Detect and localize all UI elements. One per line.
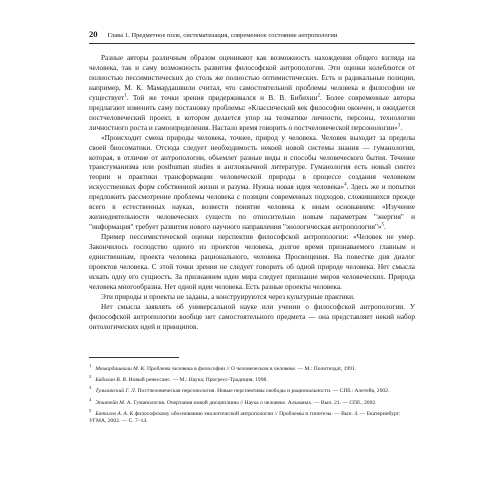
footnote: [89, 407, 415, 426]
footnote-text: А. Гуманология. Очертания новой дисциплины // Наука о человеке. Альманах. — Вып. 21. — СПб., 2002.: [126, 399, 377, 406]
footnote: [89, 373, 415, 384]
body-text: [89, 54, 415, 333]
footnote-number: 5: [89, 407, 92, 413]
paragraph-text: Разные авторы различным образом оценивают как возможность нахождения общего взгляда на человека, так и саму возможность развития философской антропологии. Эти оценки колеблются от полностью пессимистических до столь же полностью оптимистических. Есть и радикальные позиции, например, М. К. Мамардашвили считал, что самостоятельной проблемы человека в философии не существует: [89, 54, 415, 102]
paragraph: [89, 54, 415, 134]
footnotes: [89, 362, 415, 426]
page-number: 20: [89, 29, 98, 39]
footnote-ref[interactable]: 1: [124, 93, 127, 99]
footnote-number: 1: [89, 362, 92, 368]
footnote-rule: [89, 357, 179, 358]
footnote-text: Новый ренессанс. — М.: Наука; Прогресс-Традиция, 1998.: [128, 376, 268, 383]
paragraph-text: «Происходит смена природы человека, точнее, природ у человека. Человек выходит за пределы своей биосоматики. Отсюда следует необходимость некоей новой системы знания — гуманологии, которая, в отличие от антропологии, объемлет разные виды и способы человеческого бытия. Течение трансгуманизма или posthuman studies в англоязычной литературе. Гуманология есть новый синтез теории и практики трансформации человеческой природы в процессе создания человеком искусственных форм собственной жизни и разума. Нужна новая идея человека»: [89, 133, 415, 192]
footnote-text: Проблема человека в философии // О человеческом в человеке. — М.: Политиздат, 1991.: [147, 365, 357, 372]
footnote-text: Постчеловеческая персонология. Новые перспективы свободы и рациональности. — СПб.: Алетейа, 2002.: [137, 388, 390, 395]
running-title: Глава 1. Предметное поле, систематизация, современное состояние антропологии: [107, 32, 338, 39]
running-header: [89, 29, 415, 43]
paragraph: [89, 303, 415, 333]
paragraph-text: .: [400, 123, 403, 132]
paragraph-text: . Более современные авторы предлагают изменить саму постановку проблемы: «Классический век философии окончен, и ожидается постчеловеческий проект, в котором делается упор на телматике личности, персоны, технологии личностного роста и самоопределения. Настало время говорить о постчеловеческой персонологии»: [89, 93, 416, 132]
paragraph: [89, 293, 415, 303]
footnote-number: 2: [89, 373, 92, 379]
footnote-number: 4: [89, 396, 92, 402]
footnote-number: 3: [89, 385, 92, 391]
paragraph: [89, 134, 415, 234]
paragraph-text: . Здесь же и попытки предложить рассмотрение проблемы человека с позиции современных подходов, сложившихся прежде всего в естественных науках, возвести понятие человека к иным основаниям: «Изучение жизнедеятельности человеческих существ по относительно новым параметрам "энергия" и "информация" требует развития нового научного направления "энологическая антропология"»: [89, 183, 415, 232]
footnote-author: Тульчинский Г. Л.: [95, 388, 137, 395]
footnote-author: Баталов А. А.: [95, 410, 129, 417]
footnote: [89, 362, 415, 373]
footnote: [89, 384, 415, 395]
footnote-author: Бибихин В. В.: [95, 376, 128, 383]
footnote-author: Эпштейн М.: [95, 399, 126, 406]
footnote-author: Мамардашвили М. К.: [95, 365, 146, 372]
footnote-ref[interactable]: 2: [317, 93, 320, 99]
paragraph-text: Эти природы и проекты не заданы, а конструируются через культурные практики.: [101, 292, 355, 301]
paragraph-text: .: [384, 223, 386, 232]
paragraph-text: . Той же точки зрения придерживался и В. В. Бибихин: [126, 93, 318, 102]
footnote-ref[interactable]: 4: [344, 182, 347, 188]
footnote-ref[interactable]: 3: [397, 123, 401, 129]
paragraph-text: Пример пессимистической оценки перспектив философской антропологии: «Человек не умер. Закончилось господство одного из проектов человека, долгое время признаваемого главным и единственным, проекта человека рационального, человека Просвещения. На повестке дня диалог проектов человека. С этой точки зрения не следует говорить об одной природе человека. Нет смысла искать одну его сущность. За признанием идеи мира следует признание миров человеческих. Природа человека многообразна. Нет одной идеи человека. Есть разные проекты человека.: [89, 233, 415, 291]
header-rule: [89, 43, 415, 44]
paragraph: [89, 233, 415, 293]
footnote: [89, 396, 415, 407]
footnote-text: К философскому обоснованию энологической антропологии // Проблемы и гипотезы. — Вып. 4. — Екатеринбург: УГМА, 2002. — С. 7–14.: [89, 410, 401, 425]
footnote-ref[interactable]: 5: [381, 222, 385, 228]
paragraph-text: Нет смысла заявлять об универсальной науке или учении о философской антропологии. У философской антропологии вообще нет самостоятельного предмета — она представляет некий набор онтологических идей и принципов.: [89, 302, 415, 331]
